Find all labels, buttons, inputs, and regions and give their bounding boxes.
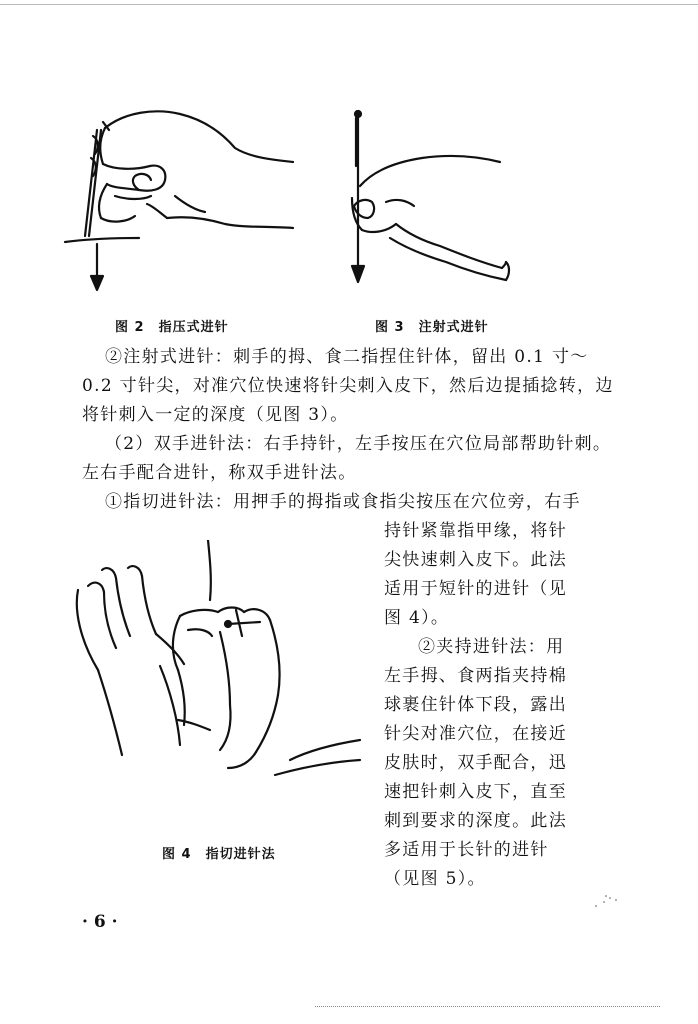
text-line: 刺到要求的深度。此法 [384, 811, 567, 831]
text-line: 左右手配合进针，称双手进针法。 [82, 463, 357, 483]
text-line: 针尖对准穴位，在接近 [384, 724, 567, 744]
text-line: ①指切进针法：用押手的拇指或食指尖按压在穴位旁，右手 [105, 492, 581, 512]
bottom-rule [315, 1006, 660, 1007]
figure-3-caption: 图 3 注射式进针 [375, 320, 489, 335]
text-line: 持针紧靠指甲缘，将针 [384, 521, 567, 541]
scan-specks [592, 892, 622, 912]
text-line: （见图 5）。 [384, 869, 486, 889]
text-line: 速把针刺入皮下，直至 [384, 782, 567, 802]
page-number: · 6 · [82, 912, 118, 932]
figure-2-caption: 图 2 指压式进针 [115, 320, 229, 335]
text-line: 球裹住针体下段，露出 [384, 695, 567, 715]
text-line: 图 4）。 [384, 608, 450, 628]
scan-edge-line [0, 4, 698, 5]
text-line: （2）双手进针法：右手持针，左手按压在穴位局部帮助针刺。 [105, 434, 612, 454]
figure-4-caption: 图 4 指切进针法 [162, 847, 276, 862]
text-line: 左手拇、食两指夹持棉 [384, 666, 567, 686]
text-line: 多适用于长针的进针 [384, 840, 549, 860]
text-line: 将针刺入一定的深度（见图 3）。 [82, 405, 349, 425]
text-line: 0.2 寸针尖，对准穴位快速将针尖刺入皮下，然后边提插捻转，边 [82, 376, 614, 396]
figure-4-nail-press-illustration [60, 540, 370, 790]
figure-3-injection-style-illustration [330, 106, 530, 296]
text-line: 适用于短针的进针（见 [384, 579, 567, 599]
figure-2-finger-press-illustration [55, 100, 305, 300]
text-line: 尖快速刺入皮下。此法 [384, 550, 567, 570]
text-line: ②注射式进针：刺手的拇、食二指捏住针体，留出 0.1 寸～ [105, 347, 589, 367]
text-line: ②夹持进针法：用 [418, 637, 565, 657]
text-line: 皮肤时，双手配合，迅 [384, 753, 567, 773]
